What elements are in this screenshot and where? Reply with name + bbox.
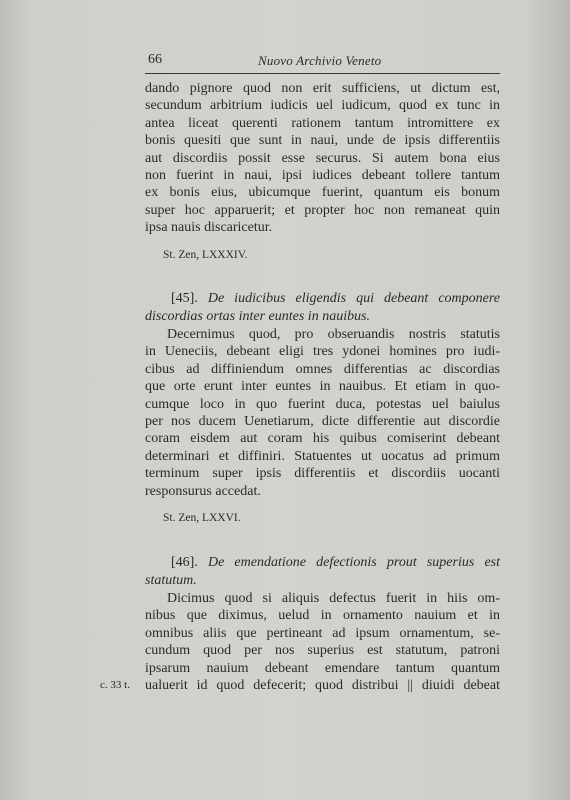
section-title: De iudicibus eligendis qui debeant componere — [207, 291, 500, 306]
text-line: super hoc apparuerit; et propter hoc non remaneat quin — [145, 202, 500, 218]
section-number: [45]. — [171, 291, 198, 306]
section-46 — [100, 554, 500, 694]
section-45 — [145, 290, 500, 526]
text-line-content: ualuerit id quod defecerit; quod distribui || diuidi debeat — [145, 677, 500, 693]
text-line: secundum arbitrium iudicis uel iudicum, quod ex tunc in — [145, 98, 500, 114]
text-line: per nos ducem Uenetiarum, dicte differentie aut discordie — [145, 413, 500, 429]
text-line: cibus ad diffiniendum omnes differentias ac discordias — [145, 361, 500, 377]
text-line: coram eisdem aut coram his quibus comiserint debeant — [145, 431, 500, 447]
section-heading — [145, 554, 500, 572]
text-line: que orte erunt inter euntes in nauibus. Et etiam in quo- — [145, 379, 500, 395]
section-title: De emendatione defectionis prout superius est — [207, 555, 500, 570]
source-citation: St. Zen, LXXVI. — [163, 511, 241, 524]
text-line: determinari et diffiniri. Statuentes ut uocatus ad primum — [145, 448, 500, 464]
text-line: cundum quod per nos superius est statutum, patroni — [145, 643, 500, 659]
text-line: responsurus accedat. — [145, 483, 261, 499]
text-line: antea liceat querenti rationem tantum intromittere ex — [145, 115, 500, 131]
page-header — [145, 52, 500, 74]
header-rule — [145, 73, 500, 74]
text-line: ipsarum nauium debeant emendare tantum quantum — [145, 660, 500, 676]
text-line: ex bonis eius, ubicumque fuerint, quantum eis bonum — [145, 185, 500, 201]
text-line: omnibus aliis que pertineant ad ipsum ornamentum, se- — [145, 625, 500, 641]
source-citation: St. Zen, LXXXIV. — [163, 248, 248, 261]
text-line: Decernimus quod, pro obseruandis nostris statutis — [167, 327, 500, 342]
text-line: terminum super ipsis differentiis et discordiis uocanti — [145, 466, 500, 482]
text-line: aut discordiis possit esse securus. Si autem bona eius — [145, 150, 500, 166]
section-number: [46]. — [171, 555, 198, 570]
section-title-line2: statutum. — [145, 573, 197, 588]
continuation-paragraph — [145, 80, 500, 263]
section-title-line2: discordias ortas inter euntes in nauibus. — [145, 309, 371, 324]
text-line: nibus que diximus, uelud in ornamento nauium et in — [145, 608, 500, 624]
section-heading-continued — [145, 308, 500, 326]
section-heading — [145, 290, 500, 308]
text-line: dando pignore quod non erit sufficiens, ut dictum est, — [145, 81, 500, 96]
text-line-with-margin-note — [100, 677, 500, 694]
page-number: 66 — [148, 52, 162, 67]
margin-folio-note: c. 33 t. — [100, 678, 130, 691]
text-line: cumque loco in quo fuerint duca, potestas uel baiulus — [145, 396, 500, 412]
text-line: ipsa nauis discaricetur. — [145, 220, 273, 236]
section-heading-continued — [145, 572, 500, 590]
text-line: bonis quesiti que sunt in naui, unde de ipsis differentiis — [145, 133, 500, 149]
text-line: non fuerint in naui, ipsi iudices debeant tollere tantum — [145, 167, 500, 183]
running-title: Nuovo Archivio Veneto — [258, 53, 382, 68]
text-line: in Ueneciis, debeant eligi tres ydonei homines pro iudi- — [145, 344, 500, 360]
text-line: Dicimus quod si aliquis defectus fuerit in hiis om- — [167, 591, 500, 606]
